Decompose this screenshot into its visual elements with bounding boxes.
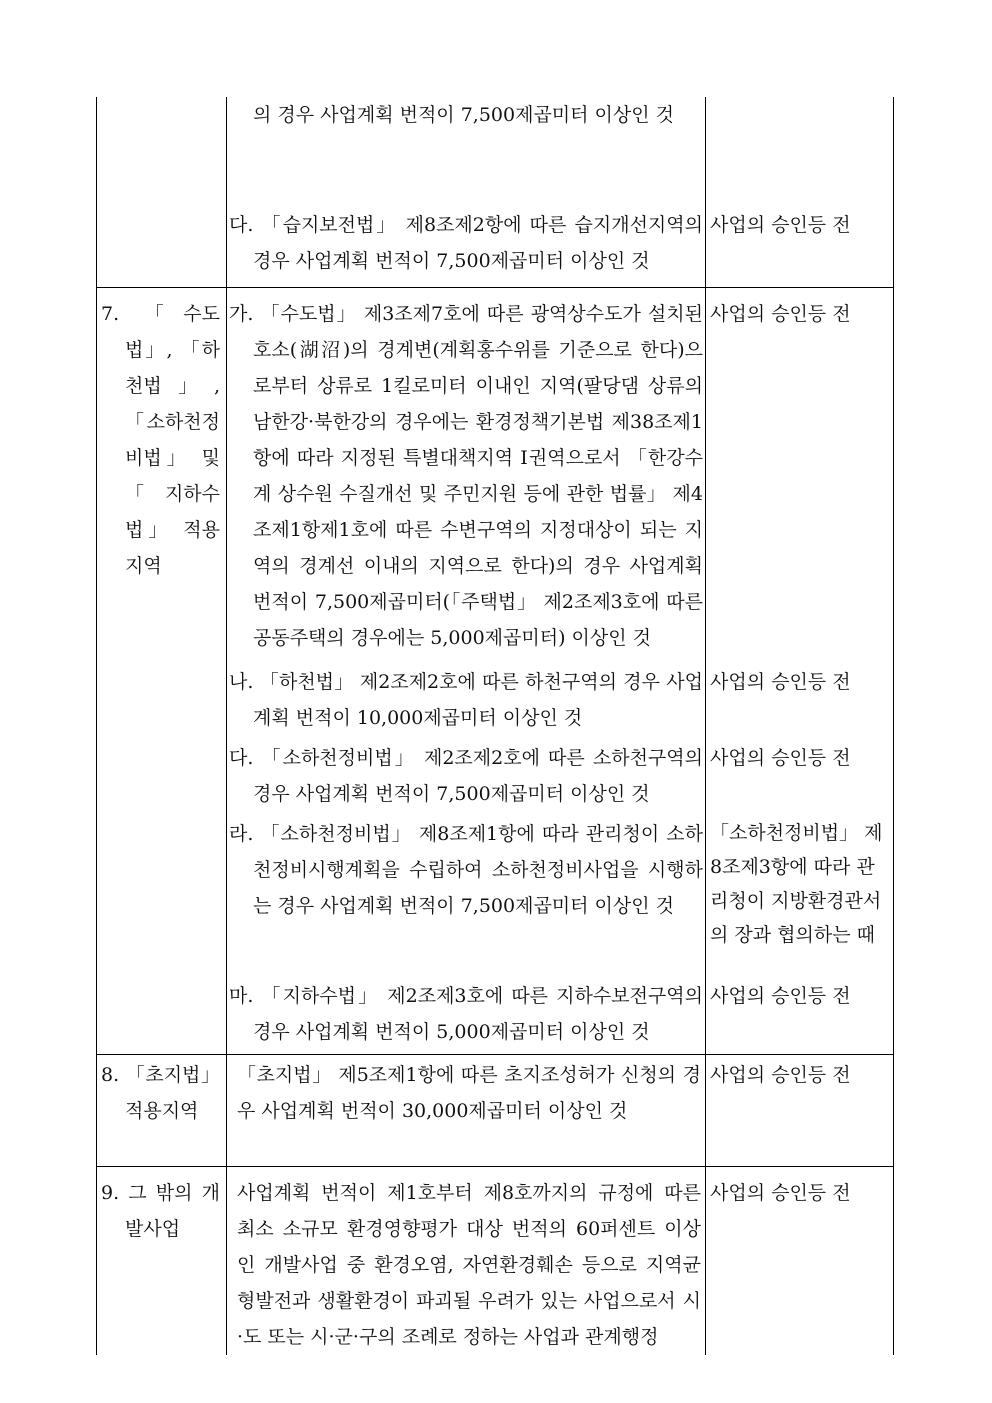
item-ma-timing: 사업의 승인등 전 — [710, 984, 851, 1007]
content-cell — [227, 287, 706, 1054]
item-da-timing: 사업의 승인등 전 — [710, 746, 851, 769]
category-cell — [97, 1054, 227, 1166]
item-da-small-river: 다. 「소하천정비법」 제2조제2호에 따른 소하천구역의 경우 사업계획 번적이 7,500제곱미터 이상인 것 — [229, 746, 703, 805]
item-na-tail: 의 경우 사업계획 번적이 7,500제곱미터 이상인 것 — [253, 104, 675, 126]
item-other-development: 사업계획 번적이 제1호부터 제8호까지의 규정에 따른 최소 소규모 환경영향평가 대상 번적의 60퍼센트 이상인 개발사업 중 환경오염, 자연환경훼손 등으로 지역균형발전과 생활환경이 파괴될 우려가 있는 사업으로서 시·도 또는 시·군·구의 조례로 정하는 사업과 관계행정 — [237, 1181, 701, 1348]
item-na-river: 나. 「하천법」 제2조제2호에 따른 하천구역의 경우 사업계획 번적이 10,000제곱미터 이상인 것 — [229, 670, 703, 729]
table-row — [97, 287, 894, 1054]
category-label-8: 8. 「초지법」 적용지역 — [101, 1063, 220, 1122]
category-cell — [97, 97, 227, 287]
table-row — [97, 97, 894, 287]
content-cell — [227, 1166, 706, 1355]
timing-cell — [706, 1166, 894, 1355]
category-cell — [97, 1166, 227, 1355]
category-label-9: 9. 그 밖의 개발사업 — [101, 1181, 220, 1240]
item-ra-small-river-project: 라. 「소하천정비법」 제8조제1항에 따라 관리청이 소하천정비시행계획을 수립하여 소하천정비사업을 시행하는 경우 사업계획 번적이 7,500제곱미터 이상인 것 — [229, 822, 703, 917]
table-row — [97, 1054, 894, 1166]
category-label-7: 7. 「수도법」, 「하천법」, 「소하천정비법」 및 「지하수법」 적용지역 — [101, 302, 220, 577]
item-da-timing: 사업의 승인등 전 — [710, 214, 851, 236]
item-other-timing: 사업의 승인등 전 — [710, 1181, 851, 1204]
small-scale-eia-table — [96, 97, 894, 1355]
item-na-timing: 사업의 승인등 전 — [710, 670, 851, 693]
item-ga-waterworks: 가. 「수도법」 제3조제7호에 따른 광역상수도가 설치된 호소(湖沼)의 경계변(계획홍수위를 기준으로 한다)으로부터 상류로 1킬로미터 이내인 지역(팔당댐 상류의 남한강·북한강의 경우에는 환경정책기본법 제38조제1항에 따라 지정된 특별대책지역 Ⅰ권역으로서 「한강수계 상수원 수질개선 및 주민지원 등에 관한 법률」 제4조제1항제1호에 따른 수변구역의 지정대상이 되는 지역의 경계선 이내의 지역으로 한다)의 경우 사업계획 번적이 7,500제곱미터(「주택법」 제2조제3호에 따른 공동주택의 경우에는 5,000제곱미터) 이상인 것 — [229, 302, 703, 649]
item-ma-groundwater: 마. 「지하수법」 제2조제3호에 따른 지하수보전구역의 경우 사업계획 번적이 5,000제곱미터 이상인 것 — [229, 984, 703, 1043]
timing-cell — [706, 97, 894, 287]
table-row — [97, 1166, 894, 1355]
item-grassland-timing: 사업의 승인등 전 — [710, 1063, 851, 1086]
timing-cell — [706, 287, 894, 1054]
content-cell — [227, 1054, 706, 1166]
category-cell — [97, 287, 227, 1054]
item-ga-timing: 사업의 승인등 전 — [710, 302, 851, 325]
item-grassland: 「초지법」 제5조제1항에 따른 초지조성허가 신청의 경우 사업계획 번적이 30,000제곱미터 이상인 것 — [237, 1063, 701, 1122]
timing-cell — [706, 1054, 894, 1166]
item-da-wetland: 다. 「습지보전법」 제8조제2항에 따른 습지개선지역의 경우 사업계획 번적이 7,500제곱미터 이상인 것 — [229, 214, 703, 272]
content-cell — [227, 97, 706, 287]
item-ra-timing: 「소하천정비법」 제8조제3항에 따라 관리청이 지방환경관서의 장과 협의하는 때 — [710, 821, 883, 946]
